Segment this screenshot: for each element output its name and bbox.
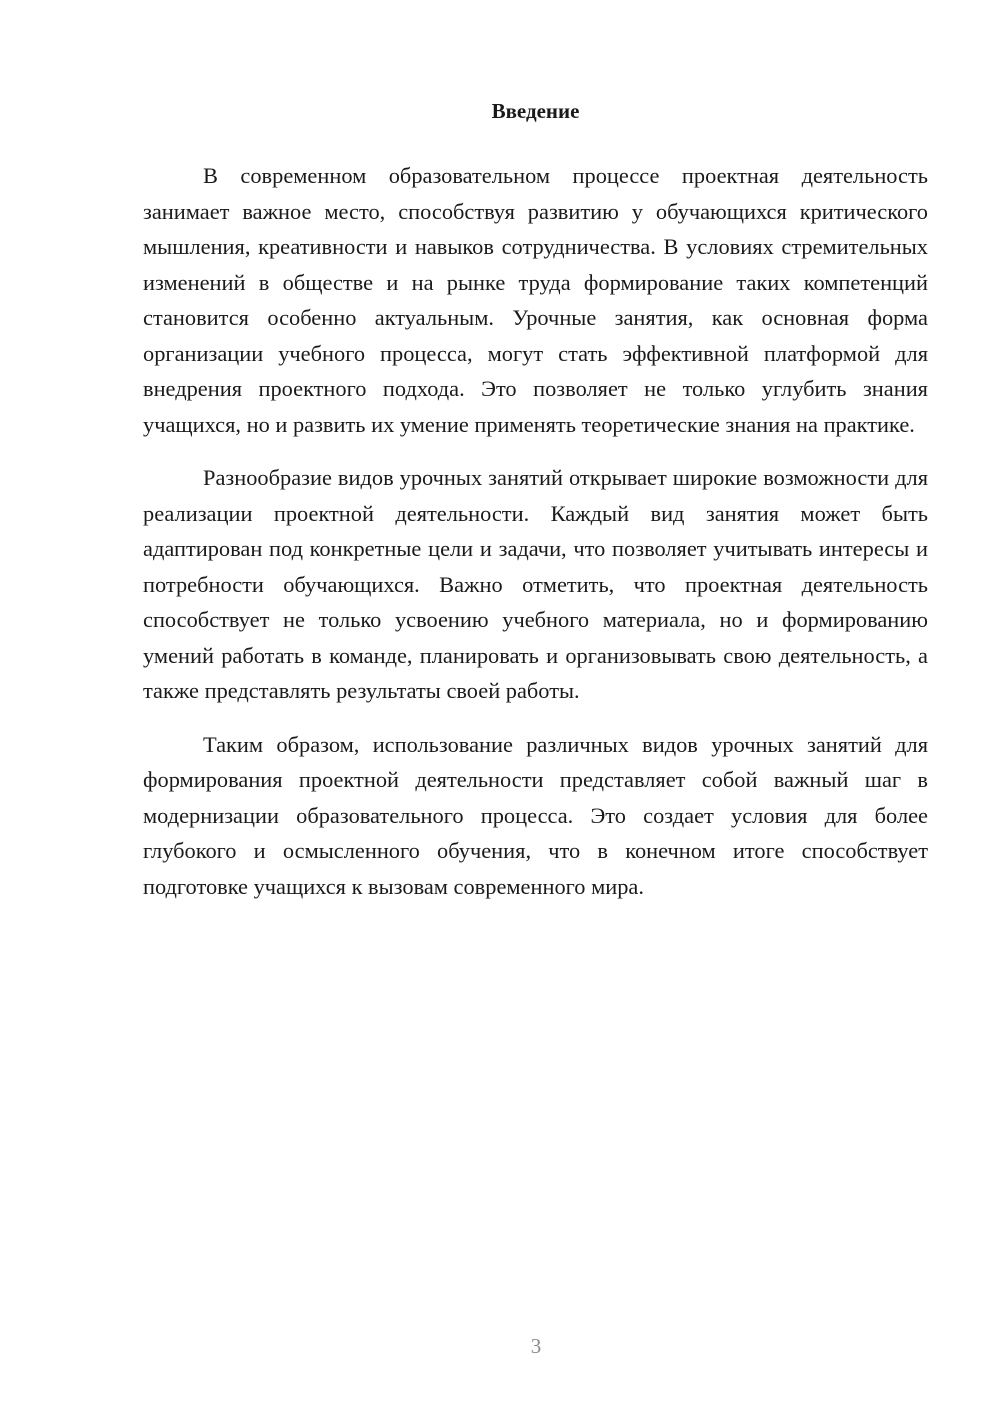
section-heading: Введение xyxy=(491,99,580,123)
paragraph-1: В современном образовательном процессе проектная деятельность занимает важное место, способствуя развитию у обучающихся критического мышления, креативности и навыков сотрудничества. В условиях стремительных изменений в обществе и на рынке труда формирование таких компетенций становится особенно актуальным. Урочные занятия, как основная форма организации учебного процесса, могут стать эффективной платформой для внедрения проектного подхода. Это позволяет не только углубить знания учащихся, но и развить их умение применять теоретические знания на практике. xyxy=(143,163,928,437)
document-body xyxy=(143,96,928,904)
paragraph-3: Таким образом, использование различных видов урочных занятий для формирования проектной деятельности представляет собой важный шаг в модернизации образовательного процесса. Это создает условия для более глубокого и осмысленного обучения, что в конечном итоге способствует подготовке учащихся к вызовам современного мира. xyxy=(143,731,928,899)
page-number: 3 xyxy=(530,1334,542,1358)
paragraph-2: Разнообразие видов урочных занятий открывает широкие возможности для реализации проектной деятельности. Каждый вид занятия может быть адаптирован под конкретные цели и задачи, что позволяет учитывать интересы и потребности обучающихся. Важно отметить, что проектная деятельность способствует не только усвоению учебного материала, но и формированию умений работать в команде, планировать и организовывать свою деятельность, а также представлять результаты своей работы. xyxy=(143,465,928,703)
